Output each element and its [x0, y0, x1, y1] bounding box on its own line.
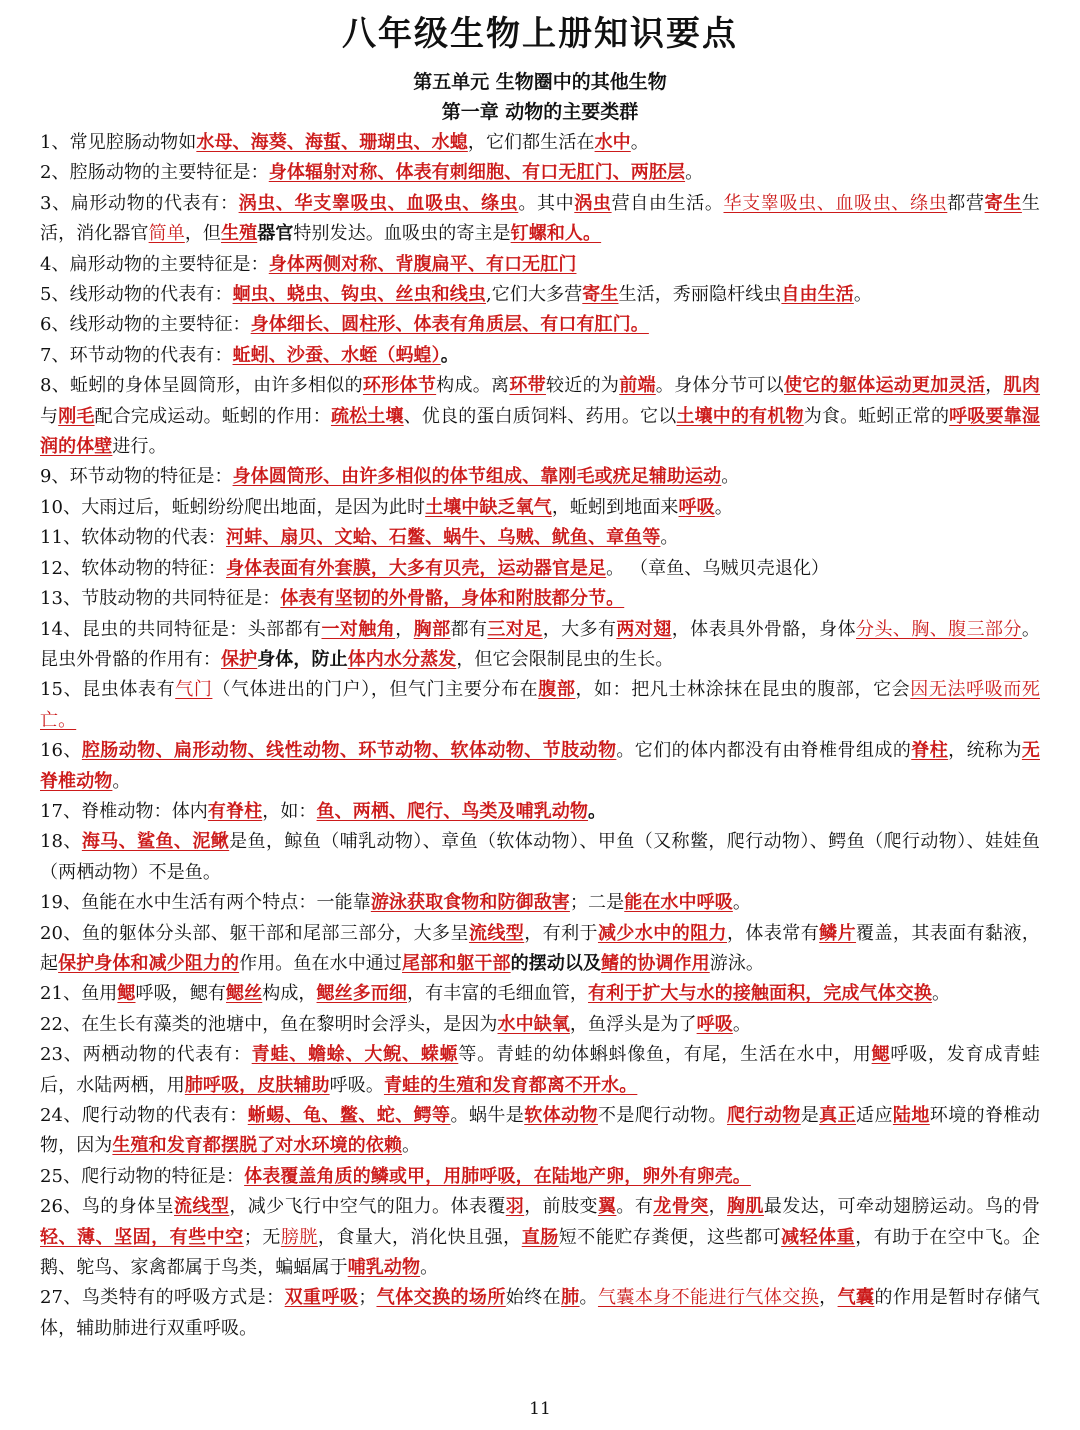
highlighted-term: 身体表面有外套膜，大多有贝壳，运动器官是足 — [226, 557, 607, 579]
text-segment: 。 — [732, 892, 751, 914]
highlighted-term: 水中缺氧 — [497, 1013, 570, 1035]
text-segment: 短不能贮存粪便，这些都可 — [558, 1226, 782, 1248]
highlighted-term: 身体细长、圆柱形、体表有角质层、有口有肛门。 — [250, 314, 649, 336]
text-segment: 。蜗牛是 — [450, 1105, 525, 1126]
text-segment: 22、在生长有藻类的池塘中，鱼在黎明时会浮头，是因为 — [40, 1013, 498, 1035]
highlighted-term: 钉螺和人。 — [510, 223, 602, 245]
highlighted-term: 蛔虫、蛲虫、钩虫、丝虫和线虫 — [232, 284, 486, 306]
text-segment: 。 — [721, 466, 740, 488]
highlighted-term: 涡虫、华支睾吸虫、血吸虫、绦虫 — [238, 192, 519, 214]
text-segment: ；无 — [243, 1226, 281, 1248]
text-segment: 。 — [714, 496, 733, 518]
highlighted-term: 龙骨突 — [653, 1196, 709, 1218]
highlighted-term: 鳍的协调作用 — [601, 952, 710, 974]
text-segment: 配合完成运动。蚯蚓的作用： — [94, 405, 331, 427]
text-segment: ，鱼浮头是为了 — [569, 1013, 697, 1035]
highlighted-term: 呼吸要靠湿润的体壁 — [40, 405, 1041, 458]
text-segment: 18、 — [40, 831, 82, 853]
highlighted-term: 蚯蚓、沙蚕、水蛭（蚂蝗） — [232, 344, 441, 366]
knowledge-point-11 — [40, 523, 1040, 553]
highlighted-term: 能在水中呼吸 — [624, 892, 733, 914]
unit-heading: 第五单元 生物圈中的其他生物 — [413, 71, 667, 93]
knowledge-point-27 — [40, 1283, 1040, 1344]
text-segment: ， — [819, 1287, 838, 1309]
highlighted-term: 寄生 — [984, 192, 1022, 214]
text-segment: 17、脊椎动物：体内 — [40, 800, 208, 822]
text-segment: ， — [395, 618, 414, 640]
text-segment: 覆盖，其表面有黏液，起 — [40, 922, 1041, 974]
text-segment: 。 （章鱼、乌贼贝壳退化） — [606, 557, 830, 579]
text-segment: ，减少飞行中空气的阻力。体表覆 — [229, 1196, 506, 1218]
text-segment: 是鱼，鲸鱼（哺乳动物）、章鱼（软体动物）、甲鱼（又称鳖，爬行动物）、鳄鱼（爬行动物）、娃娃鱼（两栖动物）不是鱼。 — [40, 831, 1040, 883]
text-segment: 20、鱼的躯体分头部、躯干部和尾部三部分，大多呈 — [40, 922, 469, 944]
highlighted-term: 腹部 — [538, 679, 576, 701]
highlighted-term: 体表覆盖角质的鳞或甲，用肺呼吸，在陆地产卵，卵外有卵壳。 — [244, 1165, 751, 1187]
text-segment: 都有 — [450, 618, 488, 640]
highlighted-term: 河蚌、扇贝、文蛤、石鳖、蜗牛、乌贼、鱿鱼、章鱼等 — [226, 527, 661, 549]
text-segment: ，体表常有 — [727, 922, 820, 944]
highlighted-term: 双重呼吸 — [284, 1287, 359, 1309]
text-segment: 构成。离 — [436, 375, 510, 397]
highlighted-term: 刚毛 — [58, 405, 95, 427]
text-segment: 13、节肢动物的共同特征是： — [40, 588, 281, 610]
text-segment: ，大多有 — [542, 618, 617, 640]
text-segment: 游泳。 — [709, 952, 765, 974]
text-segment: 最发达，可牵动翅膀运动。鸟的骨 — [763, 1196, 1041, 1218]
text-segment: 的作用是暂时存储气体，辅助肺进行双重呼吸。 — [40, 1287, 1040, 1339]
text-segment: 。 — [685, 162, 704, 184]
text-segment: ， — [708, 1196, 728, 1218]
text-segment: 4、扁形动物的主要特征是： — [40, 253, 269, 275]
highlighted-term: 脊柱 — [911, 740, 949, 762]
highlighted-term: 一对触角 — [321, 618, 396, 640]
highlighted-term: 直肠 — [521, 1226, 559, 1248]
highlighted-term: 尾部和躯干部 — [402, 952, 511, 974]
text-segment: （气体进出的门户），但气门主要分布在 — [212, 679, 539, 701]
highlighted-term: 器官 — [257, 223, 294, 245]
text-segment: ，如：把凡士林涂抹在昆虫的腹部，它会 — [575, 679, 911, 701]
document-title: 八年级生物上册知识要点 — [342, 14, 738, 54]
knowledge-point-20 — [40, 919, 1040, 980]
highlighted-term: 前端 — [619, 375, 656, 397]
knowledge-point-8 — [40, 371, 1040, 462]
highlighted-term: 体表有坚韧的外骨骼，身体和附肢都分节。 — [280, 588, 625, 610]
highlighted-term: 三对足 — [487, 618, 543, 640]
knowledge-point-7 — [40, 341, 1040, 371]
text-segment: 特别发达。血吸虫的寄主是 — [293, 223, 511, 245]
text-segment: 26、鸟的身体呈 — [40, 1196, 175, 1218]
highlighted-term: 生殖和发育都摆脱了对水环境的依赖 — [112, 1135, 403, 1157]
knowledge-point-6 — [40, 310, 1040, 340]
knowledge-point-14 — [40, 615, 1040, 676]
highlighted-term: 涡虫 — [574, 192, 612, 214]
knowledge-point-16 — [40, 736, 1040, 797]
highlighted-term: 流线型 — [468, 922, 525, 944]
knowledge-point-9 — [40, 462, 1040, 492]
highlighted-term: 保护身体和减少阻力的 — [58, 952, 240, 974]
text-segment: 。其中 — [518, 192, 575, 214]
highlighted-term: 因无法呼吸而死亡。 — [40, 679, 1040, 731]
text-segment: 生活，秀丽隐杆线虫 — [618, 284, 782, 306]
knowledge-point-1 — [40, 128, 1040, 158]
highlighted-term: 自由生活 — [781, 284, 854, 306]
text-segment: 。 — [402, 1135, 421, 1157]
highlighted-term: 的摆动以及 — [510, 952, 602, 974]
text-segment: 呼吸。 — [329, 1074, 384, 1096]
highlighted-term: 身体，防止 — [257, 648, 348, 670]
chapter-heading: 第一章 动物的主要类群 — [441, 101, 639, 123]
text-segment: 。身体分节可以 — [655, 375, 784, 397]
highlighted-term: 胸肌 — [727, 1196, 764, 1218]
text-segment: ， — [985, 375, 1004, 397]
text-segment: 23、两栖动物的代表有： — [40, 1044, 252, 1066]
highlighted-term: 青蛙、蟾蜍、大鲵、蝾螈 — [251, 1044, 459, 1066]
text-segment: 构成， — [262, 983, 317, 1005]
text-segment: 呼吸，鳃有 — [135, 983, 227, 1005]
text-segment: 7、环节动物的代表有： — [40, 344, 233, 366]
text-segment: 。 — [660, 527, 679, 549]
text-segment: 。 — [931, 983, 951, 1005]
knowledge-point-15 — [40, 675, 1040, 736]
highlighted-term: 鳃 — [117, 983, 136, 1005]
highlighted-term: 陆地 — [892, 1105, 930, 1126]
knowledge-point-26 — [40, 1192, 1040, 1283]
knowledge-point-2 — [40, 158, 1040, 188]
text-segment: ，如： — [262, 800, 317, 822]
text-segment: ，前肢变 — [524, 1196, 598, 1218]
text-segment: 环境的脊椎动物，因为 — [40, 1105, 1041, 1157]
text-segment: 3、扁形动物的代表有： — [40, 192, 239, 214]
highlighted-term: 华支睾吸虫、血吸虫、绦虫 — [723, 192, 948, 214]
highlighted-term: 腔肠动物、扁形动物、线性动物、环节动物、软体动物、节肢动物 — [81, 740, 617, 762]
text-segment: ，但 — [184, 223, 222, 245]
highlighted-term: 鳞片 — [819, 922, 857, 944]
knowledge-point-19 — [40, 888, 1040, 918]
highlighted-term: 青蛙的生殖和发育都离不开水。 — [383, 1074, 638, 1096]
highlighted-term: 水中 — [594, 132, 631, 153]
text-segment: 。昆虫外骨骼的作用有： — [40, 618, 1041, 670]
knowledge-point-25 — [40, 1162, 1040, 1192]
highlighted-term: 爬行动物 — [726, 1105, 801, 1126]
text-segment: 9、环节动物的特征是： — [40, 466, 233, 488]
text-segment: 都营 — [947, 192, 985, 214]
text-segment: ，但它会限制昆虫的生长。 — [456, 648, 674, 670]
text-segment: ，有丰富的毛细血管， — [407, 983, 589, 1005]
highlighted-term: 身体两侧对称、背腹扁平、有口无肛门 — [268, 253, 577, 275]
highlighted-term: 疏松土壤 — [330, 405, 404, 427]
text-segment: 呼吸，发育成青蛙后，水陆两栖，用 — [40, 1044, 1041, 1096]
text-segment: 11、软体动物的代表： — [40, 527, 227, 549]
highlighted-term: 身体辐射对称、体表有刺细胞、有口无肛门、两胚层 — [268, 162, 686, 184]
highlighted-term: 鳃丝多而细 — [316, 983, 408, 1005]
text-segment: 14、昆虫的共同特征是：头部都有 — [40, 618, 322, 640]
text-segment: ，有利于 — [524, 922, 598, 944]
highlighted-term: 土壤中的有机物 — [676, 405, 804, 427]
text-segment: 15、昆虫体表有 — [40, 679, 176, 701]
knowledge-point-17 — [40, 797, 1040, 827]
highlighted-term: 水母、海葵、海蜇、珊瑚虫、水螅 — [196, 132, 468, 153]
highlighted-term: 真正 — [819, 1105, 857, 1126]
text-segment: 。 — [420, 1257, 439, 1279]
highlighted-term: 羽 — [505, 1196, 525, 1218]
text-segment: 10、大雨过后，蚯蚓纷纷爬出地面，是因为此时 — [40, 496, 426, 518]
highlighted-term: 土壤中缺乏氧气 — [425, 496, 552, 518]
text-segment: 27、鸟类特有的呼吸方式是： — [40, 1287, 285, 1309]
highlighted-term: 哺乳动物 — [347, 1257, 421, 1279]
text-segment: 作用。鱼在水中通过 — [239, 952, 403, 974]
highlighted-term: 游泳获取食物和防御敌害 — [370, 892, 570, 914]
knowledge-point-5 — [40, 280, 1040, 310]
knowledge-points-list — [40, 128, 1040, 1344]
knowledge-point-4 — [40, 250, 1040, 280]
knowledge-point-13 — [40, 584, 1040, 614]
text-segment: 1、常见腔肠动物如 — [40, 132, 197, 153]
knowledge-point-12 — [40, 554, 1040, 584]
highlighted-term: 生殖 — [221, 223, 258, 245]
highlighted-term: 流线型 — [174, 1196, 230, 1218]
highlighted-term: 两对翅 — [616, 618, 672, 640]
text-segment: ，它们都生活在 — [467, 132, 595, 153]
highlighted-term: 减少水中的阻力 — [597, 922, 727, 944]
highlighted-term: 寄生 — [582, 284, 619, 306]
highlighted-term: 蜥蜴、龟、鳖、蛇、鳄等 — [247, 1105, 451, 1126]
highlighted-term: 气体交换的场所 — [376, 1287, 506, 1309]
text-segment: 。 — [112, 770, 131, 792]
highlighted-term: 肺呼吸，皮肤辅助 — [184, 1074, 330, 1096]
highlighted-term: 体内水分蒸发 — [347, 648, 457, 670]
text-segment: 。 — [732, 1013, 751, 1035]
highlighted-term: 肺 — [561, 1287, 580, 1309]
highlighted-term: 保护 — [221, 648, 258, 670]
text-segment: 。有 — [616, 1196, 654, 1218]
text-segment: 适应 — [856, 1105, 893, 1126]
knowledge-point-23 — [40, 1040, 1040, 1101]
text-segment: ； — [358, 1287, 377, 1309]
text-segment: 19、鱼能在水中生活有两个特点：一能靠 — [40, 892, 371, 914]
page-number: 11 — [529, 1399, 551, 1419]
highlighted-term: 呼吸 — [696, 1013, 733, 1035]
text-segment: ，有助于在空中飞。企鹅、鸵鸟、家禽都属于鸟类，蝙蝠属于 — [40, 1226, 1041, 1279]
highlighted-term: 翼 — [597, 1196, 617, 1218]
highlighted-term: 软体动物 — [524, 1105, 598, 1126]
highlighted-term: 胸部 — [413, 618, 451, 640]
text-segment: 不是爬行动物。 — [597, 1105, 727, 1126]
text-segment: 5、线形动物的代表有： — [40, 284, 233, 306]
highlighted-term: 鳃丝 — [226, 983, 263, 1005]
text-segment: 2、腔肠动物的主要特征是： — [40, 162, 269, 184]
text-segment: 与 — [40, 405, 59, 427]
highlighted-term: 有脊柱 — [207, 800, 263, 822]
highlighted-term: 呼吸 — [678, 496, 715, 518]
highlighted-term: 环带 — [509, 375, 546, 397]
knowledge-point-24 — [40, 1101, 1040, 1162]
text-segment: 。 — [630, 132, 649, 153]
highlighted-term: 使它的躯体运动更加灵活 — [783, 375, 986, 397]
text-segment: 24、爬行动物的代表有： — [40, 1105, 248, 1126]
text-segment: 。 — [579, 1287, 598, 1309]
text-segment: 12、软体动物的特征： — [40, 557, 227, 579]
knowledge-point-10 — [40, 493, 1040, 523]
text-segment: 8、蚯蚓的身体呈圆筒形，由许多相似的 — [40, 375, 363, 397]
highlighted-term: 轻、薄、坚固，有些中空 — [40, 1226, 244, 1248]
highlighted-term: 无脊椎动物 — [40, 740, 1040, 792]
text-segment: 等。青蛙的幼体蝌蚪像鱼，有尾，生活在水中，用 — [458, 1044, 872, 1066]
text-segment: 始终在 — [505, 1287, 562, 1309]
knowledge-point-22 — [40, 1010, 1040, 1040]
text-segment: ，蚯蚓到地面来 — [551, 496, 679, 518]
highlighted-term: 气囊本身不能进行气体交换 — [597, 1287, 820, 1309]
knowledge-point-3 — [40, 189, 1040, 250]
text-segment: ,它们大多营 — [485, 284, 583, 306]
knowledge-point-21 — [40, 979, 1040, 1009]
highlighted-term: 海马、鲨鱼、泥鳅 — [81, 831, 230, 853]
highlighted-term: 鳃 — [871, 1044, 891, 1066]
text-segment: 较近的为 — [545, 375, 620, 397]
text-segment: 。它们的体内都没有由脊椎骨组成的 — [616, 740, 912, 762]
text-segment: 16、 — [40, 740, 82, 762]
text-segment: 25、爬行动物的特征是： — [40, 1165, 245, 1187]
text-segment: 生活，消化器官 — [40, 192, 1041, 245]
text-segment: 是 — [800, 1105, 820, 1126]
text-segment: 营自由生活。 — [611, 192, 724, 214]
text-segment: ，统称为 — [948, 740, 1022, 762]
highlighted-term: 气囊 — [837, 1287, 875, 1309]
text-segment: 为食。蚯蚓正常的 — [803, 405, 950, 427]
text-segment: 。 — [853, 284, 872, 306]
highlighted-term: 。 — [588, 800, 607, 822]
highlighted-term: 身体圆筒形、由许多相似的体节组成、靠刚毛或疣足辅助运动 — [232, 466, 722, 488]
text-segment: ，体表具外骨骼，身体 — [671, 618, 857, 640]
highlighted-term: 分头、胸、腹三部分 — [856, 618, 1022, 640]
highlighted-term: 肌肉 — [1003, 375, 1040, 397]
text-segment: ；二是 — [569, 892, 625, 914]
text-segment: 进行。 — [112, 436, 167, 458]
highlighted-term: 气门 — [175, 679, 213, 701]
highlighted-term: 环形体节 — [362, 375, 437, 397]
highlighted-term: 。 — [440, 344, 459, 366]
knowledge-point-18 — [40, 827, 1040, 888]
text-segment: 21、鱼用 — [40, 983, 118, 1005]
highlighted-term: 简单 — [148, 223, 185, 245]
highlighted-term: 有利于扩大与水的接触面积，完成气体交换 — [588, 983, 932, 1005]
highlighted-term: 鱼、两栖、爬行、鸟类及哺乳动物 — [316, 800, 589, 822]
text-segment: 、优良的蛋白质饲料、药用。它以 — [403, 405, 677, 427]
highlighted-term: 膀胱 — [280, 1226, 318, 1248]
text-segment: 6、线形动物的主要特征： — [40, 314, 251, 336]
text-segment: ，食量大，消化快且强， — [317, 1226, 522, 1248]
highlighted-term: 减轻体重 — [781, 1226, 856, 1248]
